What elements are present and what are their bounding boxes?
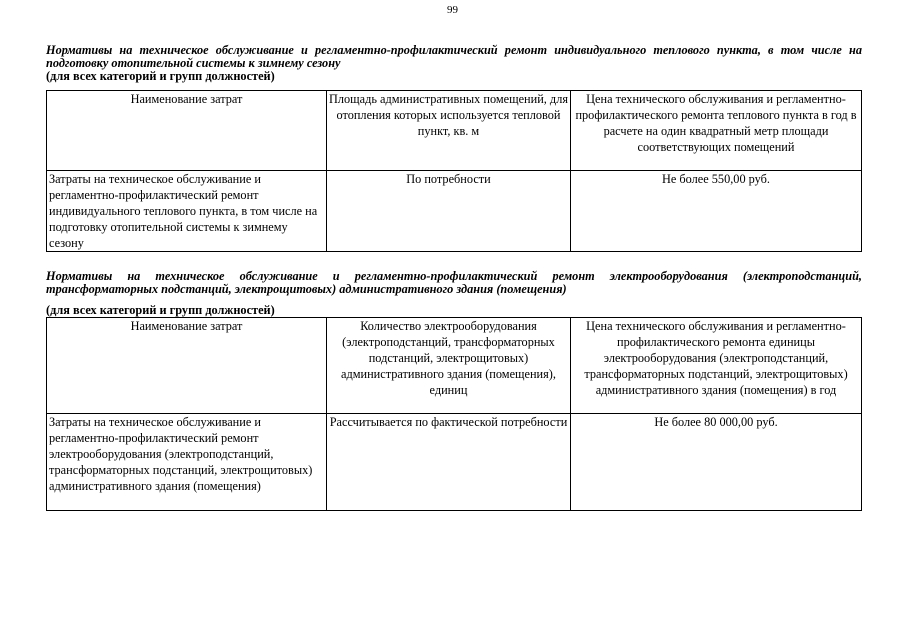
header-quantity: Количество электрооборудования (электроподстанций, трансформаторных подстанций, электрощитовых) административного здания (помещения), единиц bbox=[327, 318, 571, 414]
cell-cost-name: Затраты на техническое обслуживание и регламентно-профилактический ремонт индивидуального теплового пункта, в том числе на подготовку отопительной системы к зимнему сезону bbox=[47, 171, 327, 252]
cell-area: По потребности bbox=[327, 171, 571, 252]
table-row bbox=[47, 171, 862, 252]
section-title-heating: Нормативы на техническое обслуживание и регламентно-профилактический ремонт индивидуального теплового пункта, в том числе на подготовку отопительной системы к зимнему сезону bbox=[46, 43, 862, 70]
cell-price: Не более 550,00 руб. bbox=[571, 171, 862, 252]
cell-cost-name: Затраты на техническое обслуживание и регламентно-профилактический ремонт электрооборудования (электроподстанций, трансформаторных подстанций, электрощитовых) административного здания (помещения) bbox=[47, 414, 327, 511]
section-title-electrical: Нормативы на техническое обслуживание и регламентно-профилактический ремонт электрооборудования (электроподстанций, трансформаторных подстанций, электрощитовых) административного здания (помещения) bbox=[46, 269, 862, 296]
table-header-row bbox=[47, 91, 862, 171]
section-subtitle-electrical: (для всех категорий и групп должностей) bbox=[46, 303, 275, 317]
header-cost-name: Наименование затрат bbox=[47, 318, 327, 414]
table-heating-norms bbox=[46, 90, 862, 252]
table-electrical-norms bbox=[46, 317, 862, 511]
header-cost-name: Наименование затрат bbox=[47, 91, 327, 171]
page-number: 99 bbox=[447, 4, 458, 16]
cell-quantity: Рассчитывается по фактической потребности bbox=[327, 414, 571, 511]
header-price: Цена технического обслуживания и регламентно-профилактического ремонта единицы электрооборудования (электроподстанций, трансформаторных подстанций, электрощитовых) административного здания (помещения) в год bbox=[571, 318, 862, 414]
cell-price: Не более 80 000,00 руб. bbox=[571, 414, 862, 511]
section-subtitle-heating: (для всех категорий и групп должностей) bbox=[46, 69, 275, 83]
table-row bbox=[47, 414, 862, 511]
table-header-row bbox=[47, 318, 862, 414]
header-price: Цена технического обслуживания и регламентно-профилактического ремонта теплового пункта в год в расчете на один квадратный метр площади соответствующих помещений bbox=[571, 91, 862, 171]
header-area: Площадь административных помещений, для отопления которых используется тепловой пункт, кв. м bbox=[327, 91, 571, 171]
